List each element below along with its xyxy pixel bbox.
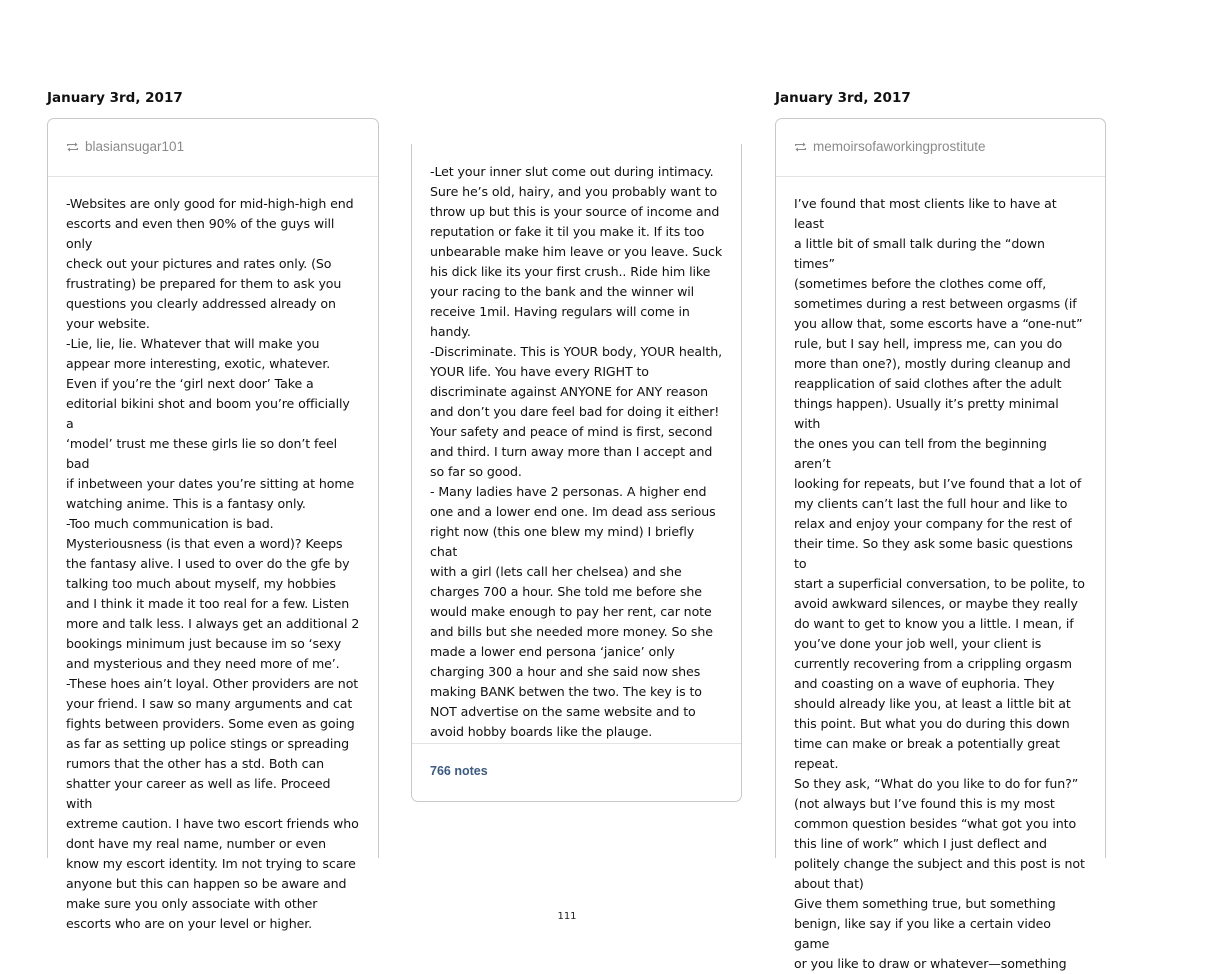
- right-post-header: [776, 119, 1105, 177]
- middle-post-body: -Let your inner slut come out during intimacy. Sure he’s old, hairy, and you probably want to throw up but this is your source of income and reputation or fake it til you make it. If its too unbearable make him leave or you leave. Suck his dick like its your first crush.. Ride him like your racing to the bank and the winner wil receive 1mil. Having regulars will come in handy. -Discriminate. This is YOUR body, YOUR health, YOUR life. You have every RIGHT to discriminate against ANYONE for ANY reason and don’t you dare feel bad for doing it either! Your safety and peace of mind is first, second and third. I turn away more than I accept and so far so good. - Many ladies have 2 personas. A higher end one and a lower end one. Im dead ass serious right now (this one blew my mind) I briefly chat with a girl (lets call her chelsea) and she charges 700 a hour. She told me before she would make enough to pay her rent, car note and bills but she needed more money. So she made a lower end persona ‘janice’ only charging 300 a hour and she said now shes making BANK betwen the two. The key is to NOT advertise on the same website and to avoid hobby boards like the plauge.: [430, 164, 723, 739]
- left-post-header: [48, 119, 378, 177]
- left-post-username[interactable]: blasiansugar101: [85, 139, 185, 154]
- right-post-body: I’ve found that most clients like to have at least a little bit of small talk during the “down times” (sometimes before the clothes come off, sometimes during a rest between orgasms (if you allow that, some escorts have a “one-nut” rule, but I say hell, impress me, can you do more than one?), mostly during cleanup and reapplication of said clothes after the adult things happen). Usually it’s pretty minimal with the ones you can tell from the beginning aren’t looking for repeats, but I’ve found that a lot of my clients can’t last the full hour and like to relax and enjoy your company for the rest of their time. So they ask some basic questions to start a superficial conversation, to be polite, to avoid awkward silences, or maybe they really do want to get to know you a little. I mean, if you’ve done your job well, your client is currently recovering from a crippling orgasm and coasting on a wave of euphoria. They should already like you, at least a little bit at this point. But what you do during this down time can make or break a potentially great repeat. So they ask, “What do you like to do for fun?” (not always but I’ve found this is my most common question besides “what got you into this line of work” which I just deflect and politely change the subject and this post is not about that) Give them something true, but something benign, like say if you like a certain video game or you like to draw or whatever—something: [794, 196, 1085, 971]
- right-post-username[interactable]: memoirsofaworkingprostitute: [813, 139, 986, 154]
- right-post-card: [775, 118, 1106, 971]
- left-post-body: -Websites are only good for mid-high-high end escorts and even then 90% of the guys will only check out your pictures and rates only. (So frustrating) be prepared for them to ask you questions you clearly addressed already on your website. -Lie, lie, lie. Whatever that will make you appear more interesting, exotic, whatever. Even if you’re the ‘girl next door’ Take a editorial bikini shot and boom you’re officially a ‘model’ trust me these girls lie so don’t feel bad if inbetween your dates you’re sitting at home watching anime. This is a fantasy only. -Too much communication is bad. Mysteriousness (is that even a word)? Keeps the fantasy alive. I used to over do the gfe by talking too much about myself, my hobbies and I think it made it too real for a few. Listen more and talk less. I always get an additional 2 bookings minimum just because im so ‘sexy and mysterious and they need more of me’. -These hoes ain’t loyal. Other providers are not your friend. I saw so many arguments and cat fights between providers. Some even as going as far as setting up police stings or spreading rumors that the other has a std. Both can shatter your career as well as life. Proceed with extreme caution. I have two escort friends who dont have my real name, number or even know my escort identity. Im not trying to scare anyone but this can happen so be aware and make sure you only associate with other escorts who are on your level or higher.: [66, 196, 360, 931]
- left-post-date: January 3rd, 2017: [47, 90, 183, 106]
- middle-post-card: [411, 144, 742, 802]
- notes-count[interactable]: 766 notes: [412, 743, 741, 801]
- page-number: 111: [557, 911, 577, 922]
- left-post-card: [47, 118, 379, 931]
- right-post-date: January 3rd, 2017: [775, 90, 911, 106]
- reblog-icon: [794, 142, 807, 152]
- reblog-icon: [66, 142, 79, 152]
